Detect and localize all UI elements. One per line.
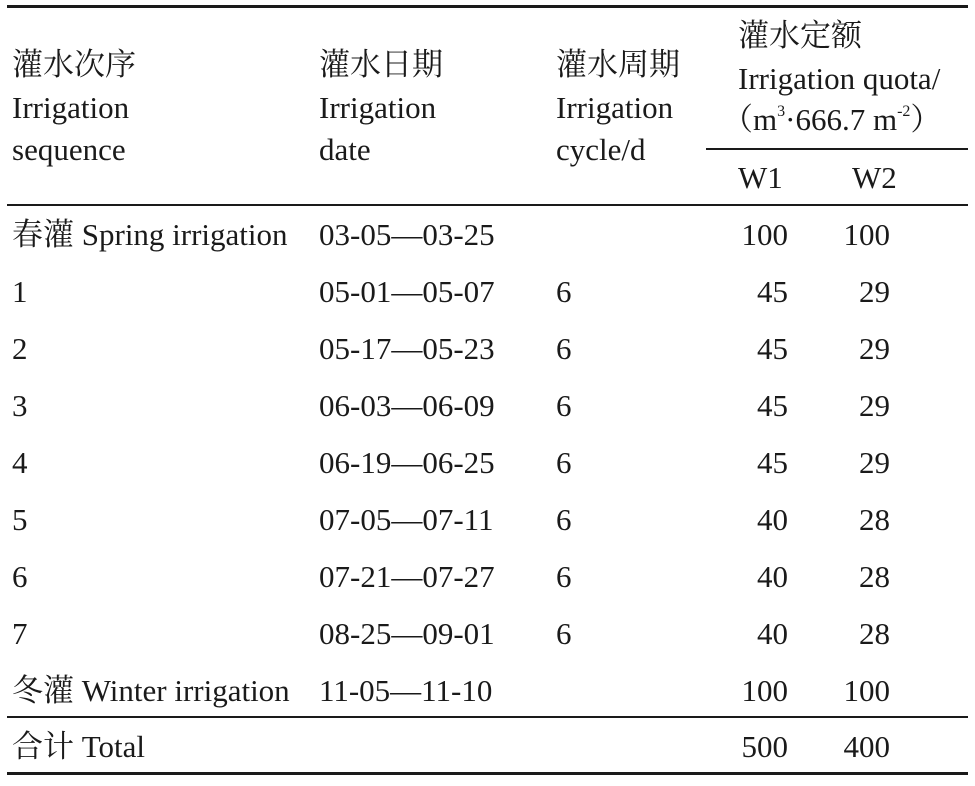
header-cycle-en2: cycle/d: [556, 132, 646, 167]
quota-subheader-rule: [706, 148, 968, 150]
header-date-en1: Irrigation: [319, 90, 437, 125]
cell-w2: 29: [859, 445, 890, 480]
cell-sequence: 5: [12, 502, 28, 537]
cell-sequence: 冬灌 Winter irrigation: [12, 673, 290, 708]
total-w1: 500: [741, 729, 788, 764]
total-label: 合计 Total: [12, 729, 146, 764]
cell-sequence: 3: [12, 388, 28, 423]
cell-w2: 28: [859, 559, 890, 594]
header-cycle-en1: Irrigation: [556, 90, 674, 125]
cell-sequence: 春灌 Spring irrigation: [12, 217, 288, 252]
cell-w2: 29: [859, 388, 890, 423]
header-quota-zh: 灌水定额: [738, 18, 862, 53]
cell-date: 05-01—05-07: [319, 274, 495, 309]
cell-w1: 40: [757, 502, 788, 537]
cell-w2: 28: [859, 502, 890, 537]
cell-w2: 100: [843, 673, 890, 708]
table-total-rule: [7, 716, 968, 718]
cell-date: 06-19—06-25: [319, 445, 495, 480]
header-sequence-en1: Irrigation: [12, 90, 130, 125]
header-cycle-zh: 灌水周期: [556, 47, 680, 82]
cell-sequence: 2: [12, 331, 28, 366]
cell-date: 07-21—07-27: [319, 559, 495, 594]
cell-w2: 29: [859, 274, 890, 309]
cell-w1: 45: [757, 388, 788, 423]
cell-date: 05-17—05-23: [319, 331, 495, 366]
cell-cycle: 6: [556, 616, 572, 651]
cell-sequence: 6: [12, 559, 28, 594]
cell-w2: 28: [859, 616, 890, 651]
cell-w1: 45: [757, 274, 788, 309]
cell-w1: 100: [741, 217, 788, 252]
header-sequence-en2: sequence: [12, 132, 126, 167]
cell-sequence: 1: [12, 274, 28, 309]
cell-date: 07-05—07-11: [319, 502, 494, 537]
cell-w1: 45: [757, 445, 788, 480]
table-header-rule: [7, 204, 968, 206]
cell-w1: 40: [757, 616, 788, 651]
header-sequence-zh: 灌水次序: [12, 47, 136, 82]
cell-date: 08-25—09-01: [319, 616, 495, 651]
header-w2: W2: [852, 160, 897, 195]
header-quota-unit: （$m^3\cdot 666.7$ $m^{-2}$）: [722, 102, 942, 137]
cell-cycle: 6: [556, 274, 572, 309]
cell-w1: 100: [741, 673, 788, 708]
header-w1: W1: [738, 160, 783, 195]
table-bottom-rule: [7, 772, 968, 775]
cell-cycle: 6: [556, 331, 572, 366]
cell-w1: 45: [757, 331, 788, 366]
header-date-zh: 灌水日期: [319, 47, 443, 82]
total-w2: 400: [843, 729, 890, 764]
cell-date: 11-05—11-10: [319, 673, 493, 708]
header-date-en2: date: [319, 132, 371, 167]
cell-sequence: 7: [12, 616, 28, 651]
cell-date: 03-05—03-25: [319, 217, 495, 252]
cell-w2: 100: [843, 217, 890, 252]
cell-cycle: 6: [556, 559, 572, 594]
cell-sequence: 4: [12, 445, 28, 480]
cell-date: 06-03—06-09: [319, 388, 495, 423]
table-top-rule: [7, 5, 968, 8]
cell-cycle: 6: [556, 502, 572, 537]
cell-cycle: 6: [556, 388, 572, 423]
cell-cycle: 6: [556, 445, 572, 480]
header-quota-en: Irrigation quota/: [738, 61, 941, 96]
cell-w1: 40: [757, 559, 788, 594]
cell-w2: 29: [859, 331, 890, 366]
